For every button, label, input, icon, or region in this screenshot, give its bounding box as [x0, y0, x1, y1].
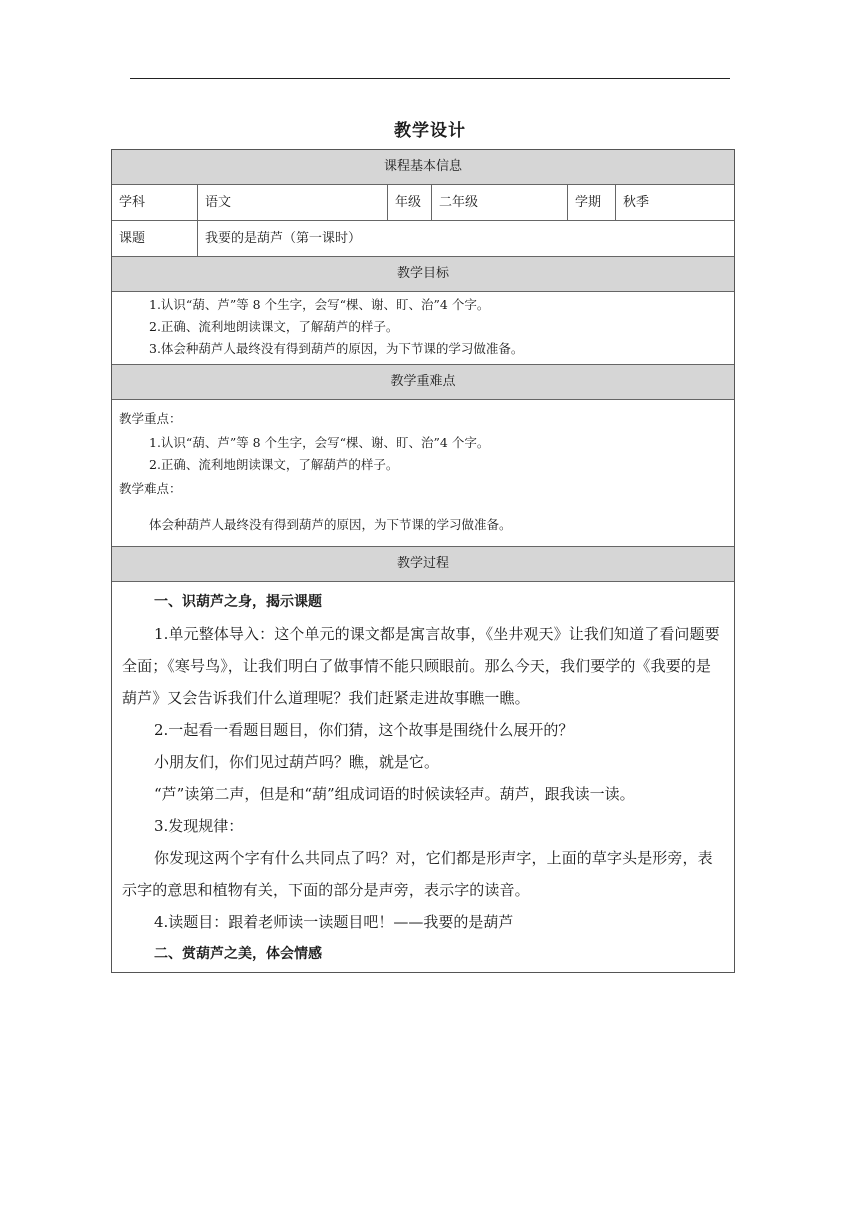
basic-info-row	[112, 185, 734, 221]
process-header: 教学过程	[112, 547, 734, 582]
goals-list	[112, 292, 734, 365]
paragraph: 3.发现规律：	[154, 817, 244, 835]
lesson-plan-table	[111, 149, 735, 973]
subject-value: 语文	[198, 185, 388, 220]
term-value: 秋季	[623, 195, 650, 210]
paragraph: 你发现这两个字有什么共同点了吗？对，它们都是形声字，上面的草字头是形旁，表示字的意思和植物有关，下面的部分是声旁，表示字的读音。	[122, 849, 713, 899]
grade-value: 二年级	[432, 185, 568, 220]
goal-item: 1.认识“葫、芦”等 8 个生字，会写“棵、谢、盯、治”4 个字。	[149, 297, 490, 312]
goals-header: 教学目标	[112, 257, 734, 292]
focus-header: 教学重难点	[112, 365, 734, 400]
difficult-point-text: 体会种葫芦人最终没有得到葫芦的原因，为下节课的学习做准备。	[149, 517, 512, 532]
section-title: 二、赏葫芦之美，体会情感	[154, 946, 322, 962]
section-title: 一、识葫芦之身，揭示课题	[154, 594, 322, 610]
paragraph: 2.一起看一看题目题目，你们猜，这个故事是围绕什么展开的？	[154, 721, 574, 739]
header-rule	[130, 78, 730, 79]
basic-info-header: 课程基本信息	[112, 150, 734, 185]
lesson-row	[112, 221, 734, 257]
lesson-value: 我要的是葫芦（第一课时）	[205, 231, 362, 246]
difficult-points-label: 教学难点：	[119, 481, 182, 496]
grade-label: 年级	[388, 185, 432, 220]
paragraph: 小朋友们，你们见过葫芦吗？瞧，就是它。	[154, 753, 440, 771]
paragraph: 1.单元整体导入：这个单元的课文都是寓言故事，《坐井观天》让我们知道了看问题要全面；《寒号鸟》，让我们明白了做事情不能只顾眼前。那么今天，我们要学的《我要的是葫芦》又会告诉我们什么道理呢？我们赶紧走进故事瞧一瞧。	[122, 625, 720, 707]
document-title: 教学设计	[394, 121, 466, 141]
key-point-item: 2.正确、流利地朗读课文，了解葫芦的样子。	[149, 457, 399, 472]
paragraph: 4.读题目：跟着老师读一读题目吧！——我要的是葫芦	[154, 913, 514, 931]
paragraph: “芦”读第二声，但是和“葫”组成词语的时候读轻声。葫芦，跟我读一读。	[154, 785, 635, 803]
key-points-label: 教学重点：	[119, 411, 182, 426]
focus-section	[112, 400, 734, 547]
goal-item: 3.体会种葫芦人最终没有得到葫芦的原因，为下节课的学习做准备。	[149, 341, 524, 356]
process-section	[112, 582, 734, 972]
term-label: 学期	[568, 185, 616, 220]
subject-label: 学科	[112, 185, 198, 220]
goal-item: 2.正确、流利地朗读课文，了解葫芦的样子。	[149, 319, 399, 334]
lesson-label: 课题	[112, 221, 198, 256]
key-point-item: 1.认识“葫、芦”等 8 个生字，会写“棵、谢、盯、治”4 个字。	[149, 435, 490, 450]
